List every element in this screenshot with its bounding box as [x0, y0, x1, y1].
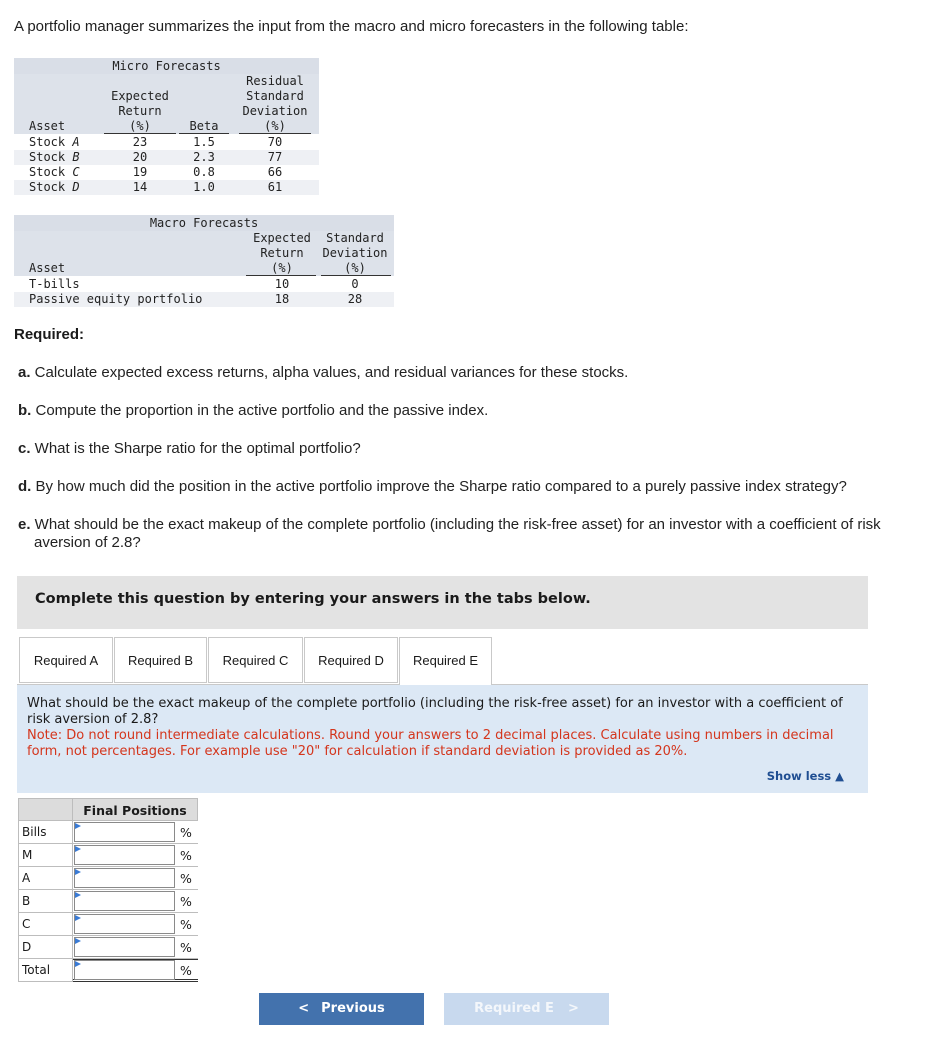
- macro-header-sd-1: Standard: [326, 231, 384, 245]
- micro-header-er-1: Expected: [111, 89, 169, 103]
- answer-row-m: M %: [18, 844, 198, 867]
- input-marker-icon: [75, 846, 81, 852]
- tab-required-c[interactable]: Required C: [208, 637, 303, 683]
- previous-button[interactable]: < Previous: [259, 993, 424, 1025]
- b-input[interactable]: [74, 891, 175, 911]
- answer-row-bills: Bills %: [18, 821, 198, 844]
- tab-required-d[interactable]: Required D: [304, 637, 398, 683]
- chevron-right-icon: >: [567, 1001, 579, 1016]
- question-panel: [17, 684, 868, 793]
- micro-header-er-3: (%): [129, 119, 151, 133]
- instruction-banner: Complete this question by entering your answers in the tabs below.: [17, 576, 868, 629]
- intro-text: A portfolio manager summarizes the input from the macro and micro forecasters in the following table:: [14, 18, 689, 35]
- d-input[interactable]: [74, 937, 175, 957]
- micro-header-beta: Beta: [189, 119, 219, 133]
- macro-header-asset: Asset: [29, 261, 66, 275]
- input-marker-icon: [75, 823, 81, 829]
- input-marker-icon: [75, 869, 81, 875]
- micro-caption: Micro Forecasts: [14, 58, 319, 74]
- table-row: Stock C 19 0.8 66: [29, 165, 283, 179]
- micro-header-asset: Asset: [29, 119, 66, 133]
- micro-header-rsd-2: Standard: [246, 89, 304, 103]
- input-marker-icon: [75, 892, 81, 898]
- macro-header-sd-2: Deviation: [322, 246, 388, 260]
- macro-header-er-1: Expected: [253, 231, 311, 245]
- answer-row-b: B %: [18, 890, 198, 913]
- micro-header-rsd-1: Residual: [246, 74, 304, 88]
- c-input[interactable]: [74, 914, 175, 934]
- micro-header-rsd-4: (%): [264, 119, 286, 133]
- required-item-c: c. What is the Sharpe ratio for the optimal portfolio?: [18, 440, 361, 457]
- macro-caption: Macro Forecasts: [14, 215, 394, 231]
- macro-header-er-3: (%): [271, 261, 293, 275]
- required-item-a: a. Calculate expected excess returns, alpha values, and residual variances for these stocks.: [18, 364, 629, 381]
- input-marker-icon: [75, 915, 81, 921]
- chevron-left-icon: <: [298, 1001, 310, 1016]
- answer-row-total: Total %: [18, 959, 198, 982]
- next-required-e-button[interactable]: Required E >: [444, 993, 609, 1025]
- input-marker-icon: [75, 961, 81, 967]
- answer-row-c: C %: [18, 913, 198, 936]
- table-row: T-bills 10 0: [29, 277, 359, 291]
- macro-header-sd-3: (%): [344, 261, 366, 275]
- panel-question: What should be the exact makeup of the complete portfolio (including the risk-free asset) for an investor with a coefficient of risk aversion of 2.8?: [27, 696, 843, 727]
- panel-note: Note: Do not round intermediate calculations. Round your answers to 2 decimal places. Calculate using numbers in decimal form, not percentages. For example use "20" for calculation if standard deviation is provided as 20%.: [27, 728, 834, 759]
- m-input[interactable]: [74, 845, 175, 865]
- input-marker-icon: [75, 938, 81, 944]
- show-less-link[interactable]: Show less ▲: [766, 769, 844, 783]
- table-row: Passive equity portfolio 18 28: [14, 292, 394, 307]
- table-row: Stock A 23 1.5 70: [29, 135, 283, 149]
- answer-row-a: A %: [18, 867, 198, 890]
- macro-header-er-2: Return: [260, 246, 304, 260]
- answer-row-d: D %: [18, 936, 198, 959]
- micro-header-er-2: Return: [118, 104, 162, 118]
- tab-required-b[interactable]: Required B: [114, 637, 207, 683]
- required-item-b: b. Compute the proportion in the active portfolio and the passive index.: [18, 402, 489, 419]
- a-input[interactable]: [74, 868, 175, 888]
- table-row: Stock D 14 1.0 61: [14, 180, 319, 195]
- required-item-d: d. By how much did the position in the active portfolio improve the Sharpe ratio compared to a purely passive index strategy?: [18, 478, 847, 495]
- required-item-e: e. What should be the exact makeup of the complete portfolio (including the risk-free asset) for an investor with a coefficient of risk aversion of 2.8?: [18, 516, 881, 551]
- micro-header-rsd-3: Deviation: [242, 104, 308, 118]
- total-input[interactable]: [74, 960, 175, 980]
- tab-required-a[interactable]: Required A: [19, 637, 113, 683]
- tab-required-e[interactable]: Required E: [399, 637, 492, 685]
- bills-input[interactable]: [74, 822, 175, 842]
- table-row: Stock B 20 2.3 77: [14, 150, 319, 165]
- final-positions-header: Final Positions: [73, 798, 198, 821]
- required-title: Required:: [14, 326, 85, 343]
